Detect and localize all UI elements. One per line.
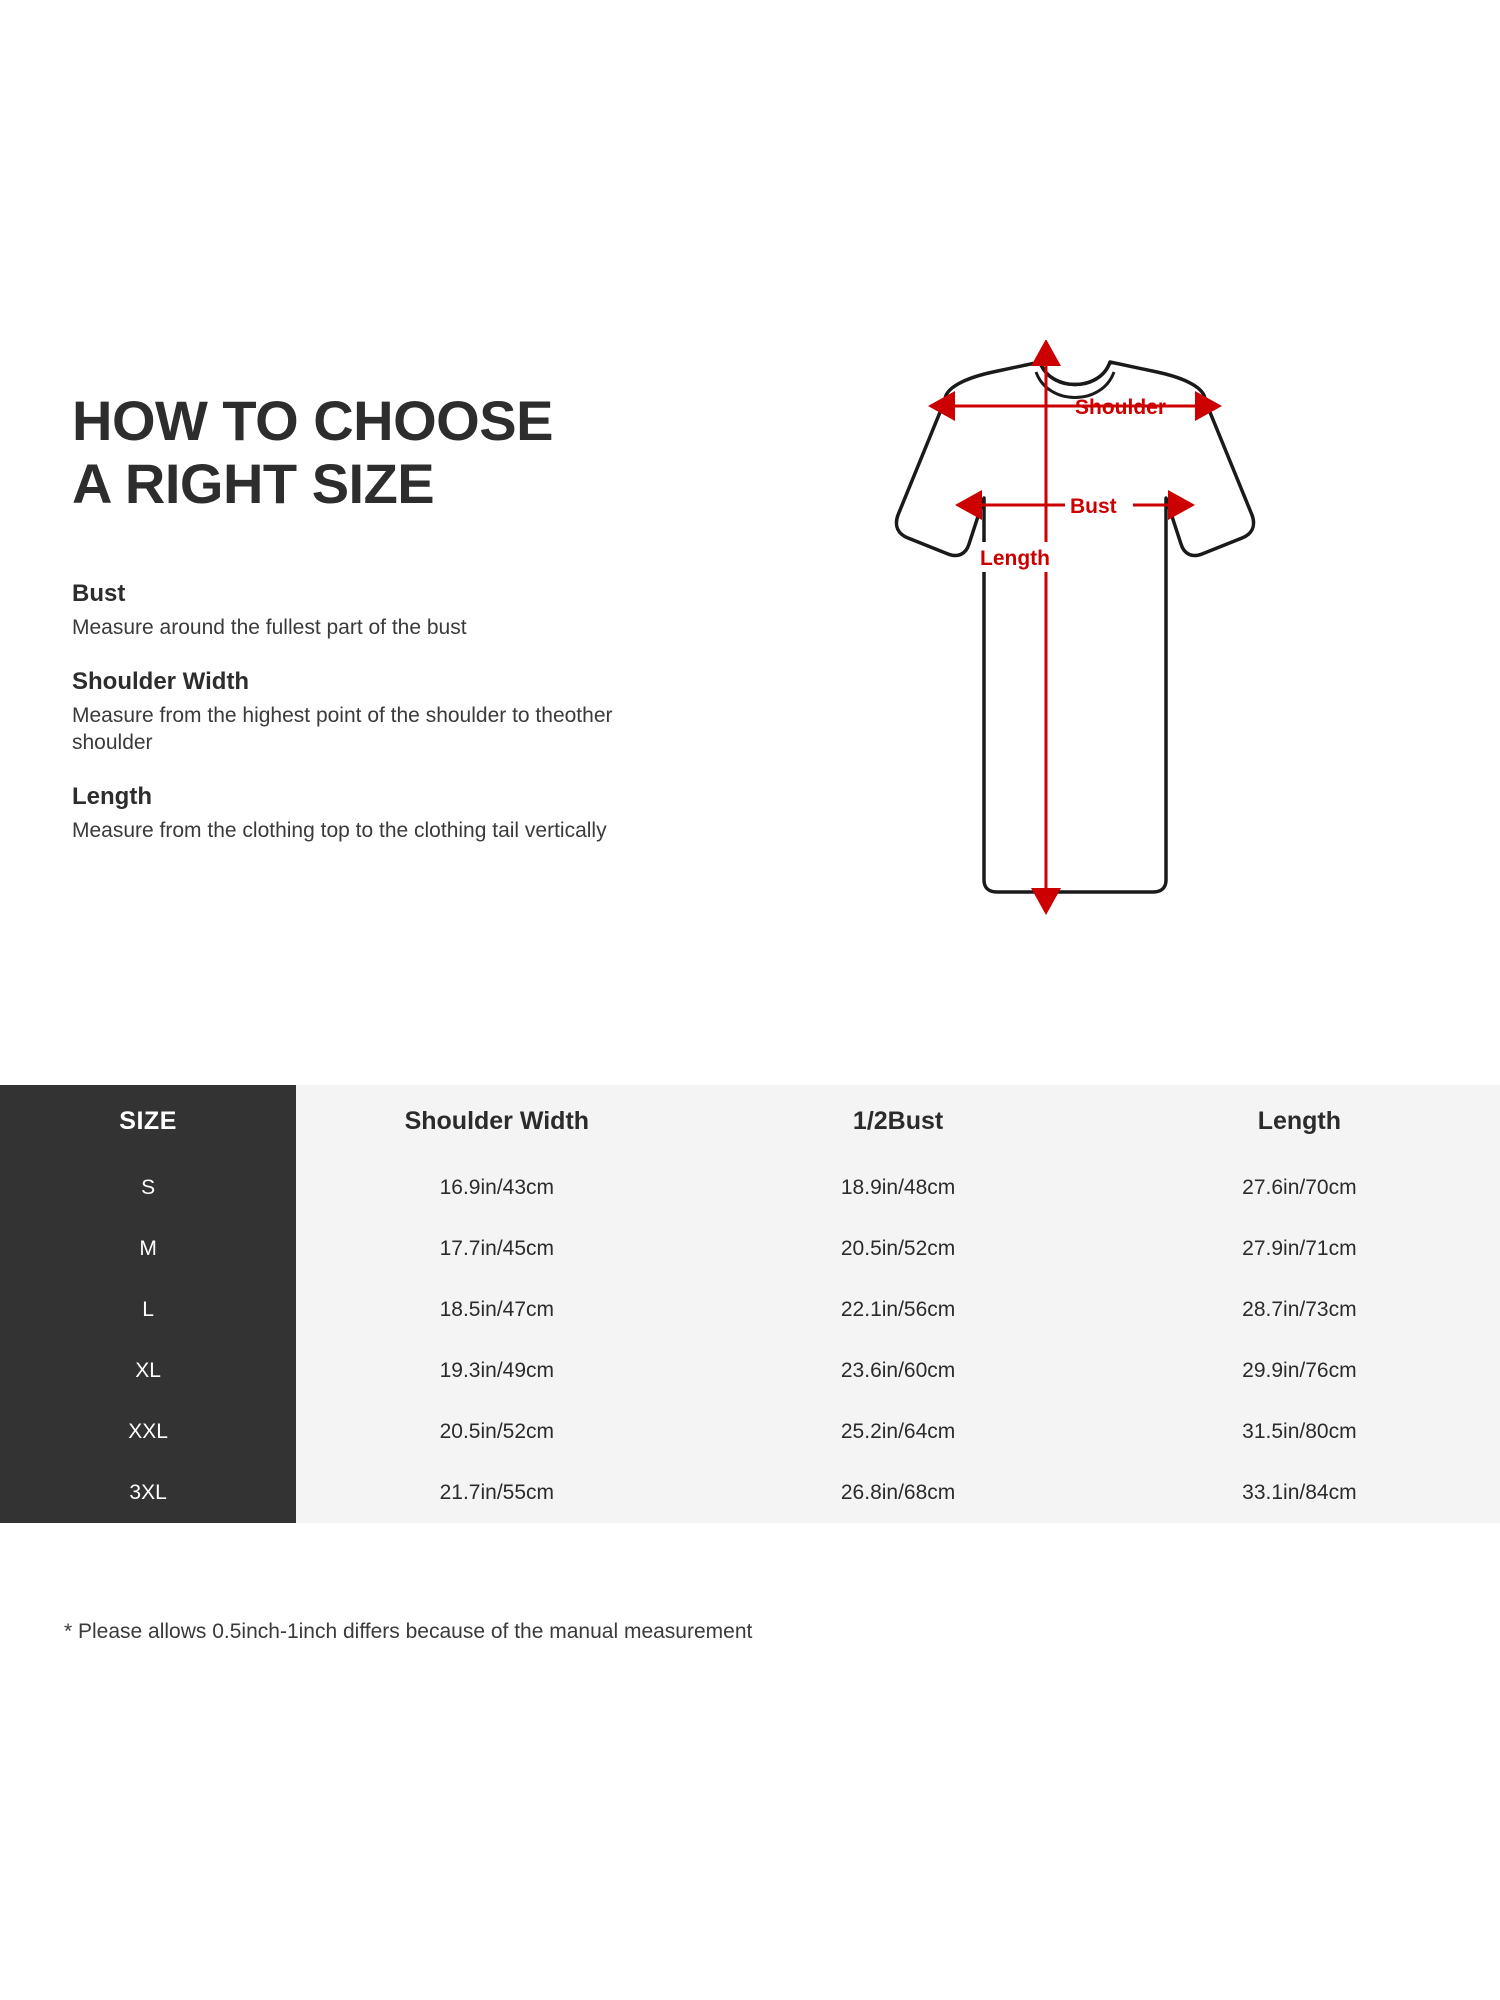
table-row [0, 1462, 1500, 1523]
table-cell-size: XL [0, 1340, 296, 1401]
table-header-row [0, 1085, 1500, 1157]
table-cell-size: 3XL [0, 1462, 296, 1523]
definition-term: Length [72, 783, 152, 811]
table-cell-shoulder-width: 19.3in/49cm [296, 1340, 697, 1401]
table-cell-length: 33.1in/84cm [1099, 1462, 1500, 1523]
table-cell-half-bust: 18.9in/48cm [697, 1157, 1098, 1218]
size-table-container [0, 1085, 1500, 1523]
table-cell-length: 29.9in/76cm [1099, 1340, 1500, 1401]
table-cell-size: XXL [0, 1401, 296, 1462]
table-cell-length: 27.6in/70cm [1099, 1157, 1500, 1218]
table-cell-half-bust: 23.6in/60cm [697, 1340, 1098, 1401]
definition-description: Measure around the fullest part of the bust [72, 616, 467, 639]
measurement-definitions [72, 580, 672, 845]
definition-shoulder-width [72, 668, 672, 757]
table-header-length: Length [1099, 1085, 1500, 1157]
intro-section [0, 330, 1500, 1070]
tshirt-outline [896, 362, 1253, 892]
definition-term: Bust [72, 580, 126, 607]
table-cell-shoulder-width: 17.7in/45cm [296, 1218, 697, 1279]
table-header-shoulder-width: Shoulder Width [296, 1085, 697, 1157]
tshirt-measurement-diagram [740, 340, 1360, 1000]
table-cell-size: L [0, 1279, 296, 1340]
definition-description: Measure from the clothing top to the clothing tail vertically [72, 819, 607, 843]
table-cell-shoulder-width: 18.5in/47cm [296, 1279, 697, 1340]
shoulder-label: Shoulder [1075, 396, 1167, 419]
table-cell-size: M [0, 1218, 296, 1279]
definition-term: Shoulder Width [72, 667, 250, 695]
definition-description: Measure from the highest point of the shoulder to theother shoulder [72, 703, 613, 755]
table-row [0, 1401, 1500, 1462]
length-label: Length [980, 547, 1050, 570]
table-cell-shoulder-width: 16.9in/43cm [296, 1157, 697, 1218]
table-cell-half-bust: 25.2in/64cm [697, 1401, 1098, 1462]
definition-length [72, 783, 672, 845]
page-title-line1: HOW TO CHOOSE [72, 389, 553, 452]
page-title-line2: A RIGHT SIZE [72, 451, 435, 515]
table-header-size: SIZE [0, 1085, 296, 1157]
table-row [0, 1340, 1500, 1401]
table-cell-length: 27.9in/71cm [1099, 1218, 1500, 1279]
table-header-half-bust: 1/2Bust [697, 1085, 1098, 1157]
table-cell-half-bust: 22.1in/56cm [697, 1279, 1098, 1340]
measurement-footnote: * Please allows 0.5inch-1inch differs because of the manual measurement [64, 1620, 753, 1643]
table-cell-half-bust: 20.5in/52cm [697, 1218, 1098, 1279]
page-title [72, 390, 712, 515]
table-row [0, 1157, 1500, 1218]
table-cell-size: S [0, 1157, 296, 1218]
table-cell-shoulder-width: 21.7in/55cm [296, 1462, 697, 1523]
table-cell-shoulder-width: 20.5in/52cm [296, 1401, 697, 1462]
table-cell-length: 28.7in/73cm [1099, 1279, 1500, 1340]
table-cell-length: 31.5in/80cm [1099, 1401, 1500, 1462]
table-row [0, 1218, 1500, 1279]
bust-label: Bust [1070, 495, 1117, 518]
definition-bust [72, 580, 672, 642]
table-row [0, 1279, 1500, 1340]
size-table [0, 1085, 1500, 1523]
table-cell-half-bust: 26.8in/68cm [697, 1462, 1098, 1523]
